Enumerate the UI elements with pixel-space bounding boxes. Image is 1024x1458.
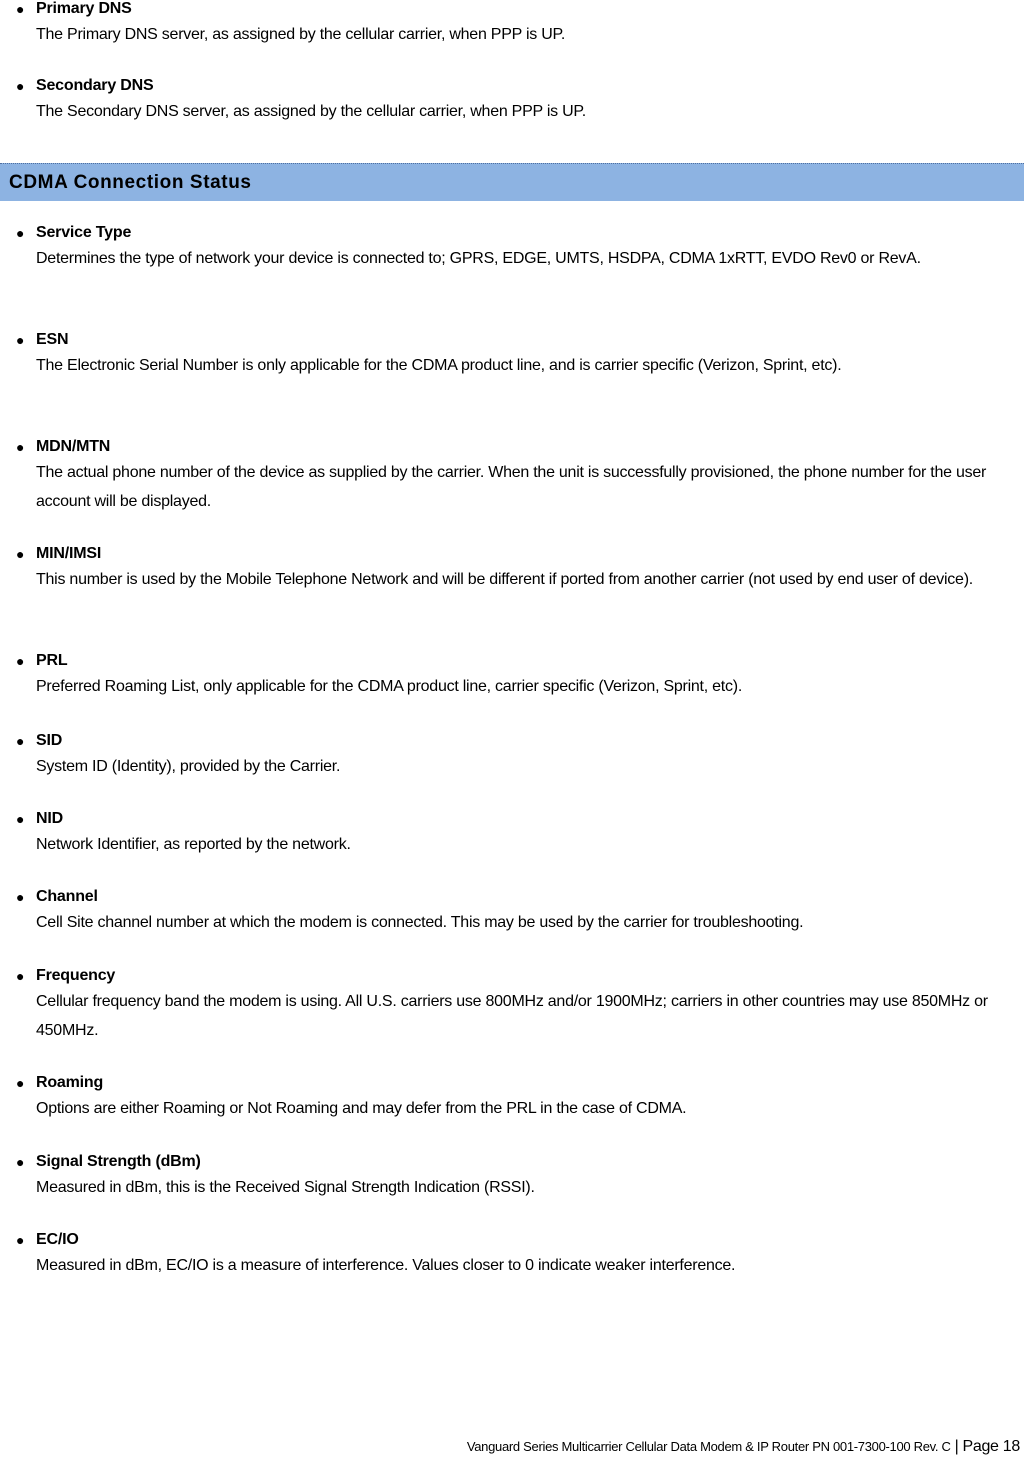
term-description: The actual phone number of the device as supplied by the carrier. When the unit is successfully provisioned, the phone number for the user account will be displayed. [36,464,987,510]
term-label: EC/IO [36,1231,79,1248]
list-item-roaming [0,1074,1024,1123]
term-description: Determines the type of network your device is connected to; GPRS, EDGE, UMTS, HSDPA, CDMA 1xRTT, EVDO Rev0 or RevA. [36,250,921,267]
term-label: Roaming [36,1074,104,1091]
term-label: Channel [36,888,98,905]
term-label: Primary DNS [36,0,132,17]
bullet-icon: ● [16,1,25,17]
footer-text: Vanguard Series Multicarrier Cellular Data Modem & IP Router PN 001-7300-100 Rev. C [466,1439,951,1454]
term-description: Cellular frequency band the modem is using. All U.S. carriers use 800MHz and/or 1900MHz; carriers in other countries may use 850MHz or 450MHz. [36,993,988,1039]
term-description: The Electronic Serial Number is only applicable for the CDMA product line, and is carrier specific (Verizon, Sprint, etc). [36,357,842,374]
list-item-ec-io [0,1231,1024,1280]
list-item-nid [0,810,1024,859]
list-item-primary-dns [0,0,1024,49]
bullet-icon: ● [16,733,25,749]
section-header [0,163,1024,201]
term-label: NID [36,810,63,827]
bullet-icon: ● [16,439,25,455]
bullet-icon: ● [16,811,25,827]
term-label: MIN/IMSI [36,545,102,562]
term-description: The Secondary DNS server, as assigned by the cellular carrier, when PPP is UP. [36,103,586,120]
section-title: CDMA Connection Status [9,172,252,193]
term-description: System ID (Identity), provided by the Carrier. [36,758,341,775]
bullet-icon: ● [16,653,25,669]
term-description: Cell Site channel number at which the modem is connected. This may be used by the carrier for troubleshooting. [36,914,804,931]
bullet-icon: ● [16,78,25,94]
term-description: Preferred Roaming List, only applicable for the CDMA product line, carrier specific (Verizon, Sprint, etc). [36,678,743,695]
term-label: PRL [36,652,68,669]
page-number: Page 18 [962,1438,1020,1455]
bullet-icon: ● [16,546,25,562]
term-label: Service Type [36,224,132,241]
list-item-service-type [0,224,1024,273]
bullet-icon: ● [16,1154,25,1170]
term-label: MDN/MTN [36,438,111,455]
bullet-icon: ● [16,1075,25,1091]
term-description: Options are either Roaming or Not Roaming and may defer from the PRL in the case of CDMA. [36,1100,687,1117]
bullet-icon: ● [16,1232,25,1248]
list-item-secondary-dns [0,77,1024,126]
footer-separator: | [954,1438,959,1455]
list-item-channel [0,888,1024,937]
list-item-prl [0,652,1024,701]
term-label: SID [36,732,63,749]
bullet-icon: ● [16,889,25,905]
list-item-signal-strength [0,1153,1024,1202]
page-footer [467,1437,1020,1457]
list-item-min-imsi [0,545,1024,594]
bullet-icon: ● [16,332,25,348]
term-label: Frequency [36,967,116,984]
term-description: Network Identifier, as reported by the network. [36,836,351,853]
list-item-frequency [0,967,1024,1045]
term-label: Secondary DNS [36,77,154,94]
term-description: Measured in dBm, EC/IO is a measure of interference. Values closer to 0 indicate weaker interference. [36,1257,736,1274]
bullet-icon: ● [16,968,25,984]
term-description: Measured in dBm, this is the Received Signal Strength Indication (RSSI). [36,1179,535,1196]
term-label: Signal Strength (dBm) [36,1153,201,1170]
bullet-icon: ● [16,225,25,241]
term-description: This number is used by the Mobile Telephone Network and will be different if ported from another carrier (not used by end user of device). [36,571,973,588]
list-item-sid [0,732,1024,781]
term-label: ESN [36,331,69,348]
list-item-esn [0,331,1024,380]
term-description: The Primary DNS server, as assigned by the cellular carrier, when PPP is UP. [36,26,566,43]
list-item-mdn-mtn [0,438,1024,516]
